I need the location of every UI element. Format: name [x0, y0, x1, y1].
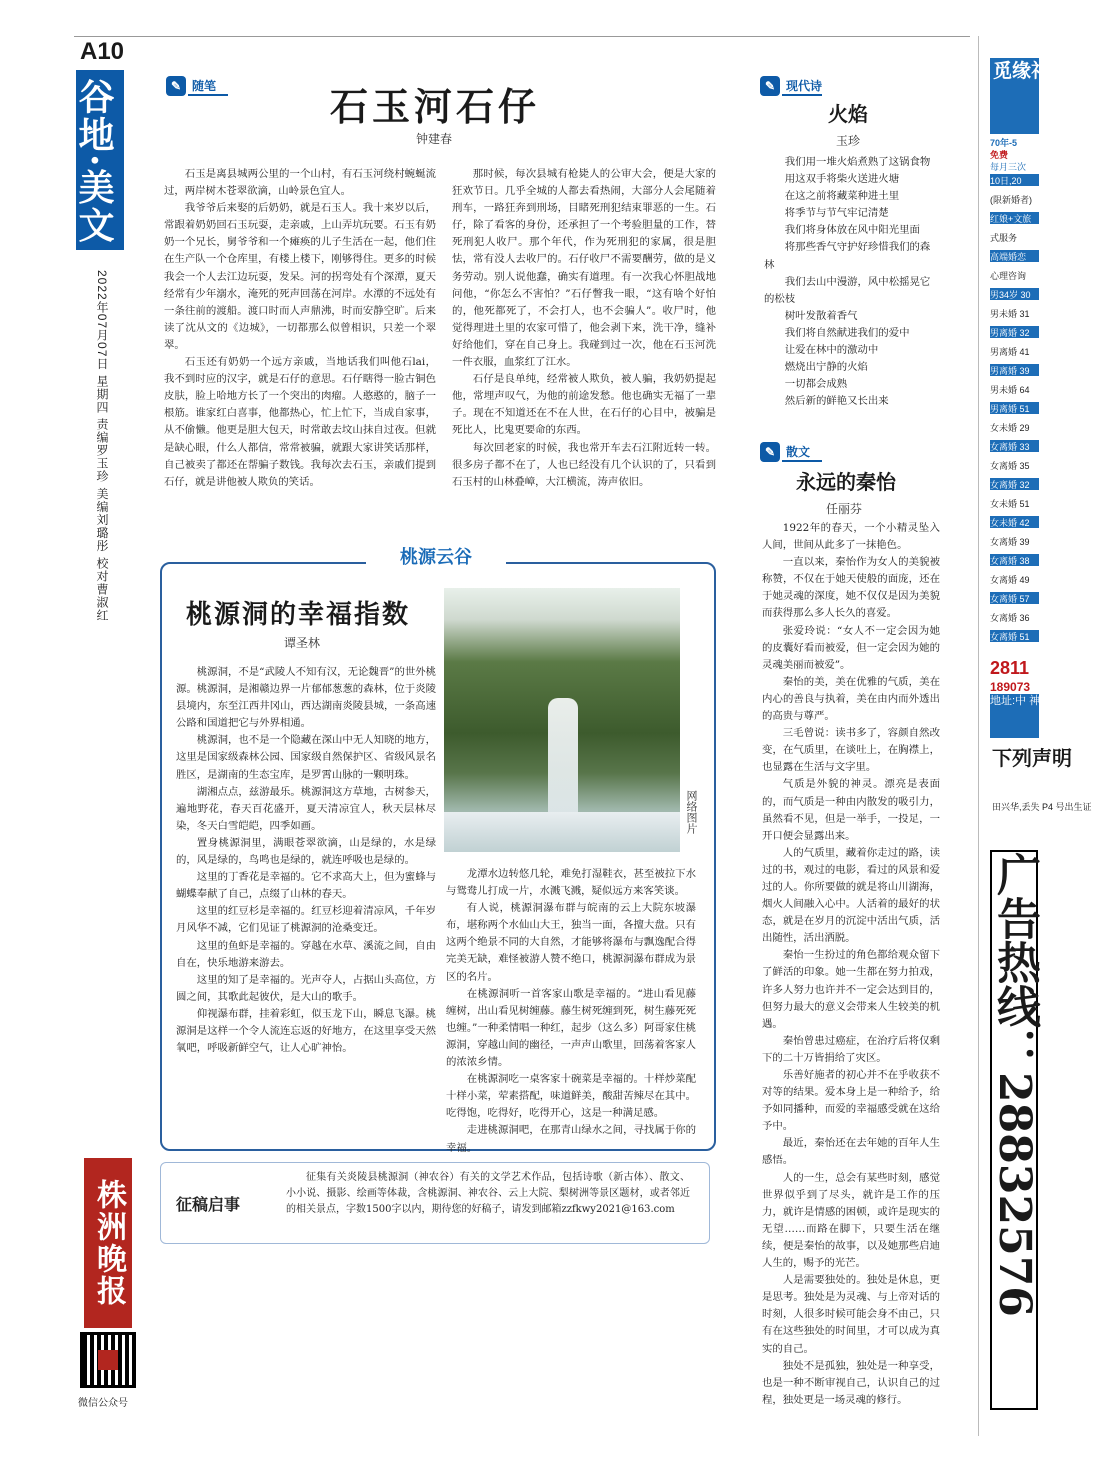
paragraph: 张爱玲说：“女人不一定会因为她的皮囊好看而被爱，但一定会因为她的灵魂美丽而被爱”。 [762, 624, 940, 671]
paragraph: 桃源洞，也不是一个隐藏在深山中无人知晓的地方，这里是国家级森林公园、国家级自然保护区、省级风景名胜区，是湖南的生态宝库，是罗霄山脉的一颗明珠。 [176, 734, 436, 781]
ad-listing-item: 男34岁 30 [990, 288, 1039, 300]
feature-title: 桃源洞的幸福指数 [186, 600, 411, 630]
paragraph: 走进桃源洞吧，在那青山绿水之间，寻找属于你的幸福。 [446, 1124, 696, 1154]
paragraph: 每次回老家的时候，我也常开车去石江附近转一转。很多房子都不在了，人也已经没有几个认识的了，只看到石玉村的山林叠嶂，大江横流，涛声依旧。 [452, 441, 716, 488]
ad-listing-item: 女离婚 36 [990, 613, 1030, 623]
poem-tag [760, 76, 830, 96]
qr-caption: 微信公众号 [78, 1398, 128, 1409]
ad-sub3: 每月三次 [990, 162, 1027, 172]
ad-hotline: 广告热线：28832576 [990, 850, 1038, 1410]
poem-line: 将季节与节气牢记清楚 [784, 207, 889, 220]
paragraph: 这里的红豆杉是幸福的。红豆杉迎着清凉风，千年岁月风华不减，它们见证了桃源洞的沧桑变迁。 [176, 905, 436, 935]
feature-header: 桃源云谷 [366, 540, 506, 576]
poem-line: 我们将自然献进我们的爱中 [784, 326, 910, 339]
essay1-column-2 [452, 166, 716, 496]
section-title: 谷地·美文 [73, 78, 115, 245]
paragraph: 湖湘点点，兹游最乐。桃源洞这方草地，古树参天，遍地野花，春天百花盛开，夏天清凉宜人，秋天层林尽染，冬天白雪皑皑，四季如画。 [176, 785, 436, 832]
paragraph: 石玉是离县城两公里的一个山村，有石玉河绕村蜿蜒流过，两岸树木苍翠欲滴，山岭景色宜人。 [164, 168, 436, 198]
ad-listing-item: 男离婚 51 [990, 402, 1039, 414]
paragraph: 人的气质里，藏着你走过的路，读过的书，观过的电影，看过的风景和爱过的人。你所要做的就是将山川湖海，烟火人间融入心中。人活着的最好的状态，就是在岁月的沉淀中活出气质，活出随性，活出洒脱。 [762, 846, 940, 945]
paragraph: 秦怡曾患过癌症，在治疗后将仅剩下的二十万皆捐给了灾区。 [762, 1034, 940, 1064]
pen-icon: ✎ [760, 442, 780, 462]
date-line: 2022年07月07日 星期四 责编罗玉珍 美编刘璐彤 校对曹淑红 [95, 270, 109, 622]
paragraph: 置身桃源洞里，满眼苍翠欲滴，山是绿的，水是绿的，风是绿的，鸟鸣也是绿的，就连呼吸也是绿的。 [176, 836, 436, 867]
essay3-title: 永远的秦怡 [796, 470, 896, 494]
ad-listing-item: (限新婚者) [990, 195, 1032, 205]
page-number: A10 [80, 38, 125, 65]
ad-listing-item: 式服务 [990, 233, 1018, 243]
qr-center-icon [98, 1350, 118, 1370]
ad-listing-item: 女离婚 33 [990, 440, 1039, 452]
tag-underline [782, 460, 822, 462]
ad-sub1: 70年-5 [990, 138, 1018, 148]
ad-phone-2: 189073 [990, 680, 1031, 694]
poem-line: 一切都会成熟 [784, 378, 848, 391]
paragraph: 龙潭水边转悠几轮，难免打湿鞋衣，甚至被拉下水与鸳鸯儿打成一片，水溅飞溅，疑似远方来客笑谈。 [446, 868, 696, 898]
ad-listing-item: 女未婚 51 [990, 499, 1030, 509]
poem-line: 燃烧出宁静的火焰 [784, 361, 868, 374]
ad-listing-item: 女未婚 42 [990, 516, 1039, 528]
poem-body [764, 154, 940, 410]
ad-listing-item: 10日,20 [990, 174, 1039, 186]
poem-line: 让爱在林中的激动中 [784, 344, 879, 357]
paragraph: 这里的丁香花是幸福的。它不求高大上，但为蜜蜂与蝴蝶奉献了自己，点缀了山林的春天。 [176, 871, 436, 901]
essay3-tag-label: 散文 [786, 445, 811, 459]
call-for-papers-text: 征集有关炎陵县桃源洞（神农谷）有关的文学艺术作品，包括诗歌（新古体）、散文、小小说、摄影、绘画等体裁，含桃源洞、神农谷、云上大院、梨树洲等景区题材，或者邻近的相关景点，字数1500字以内，期待您的好稿子，请发到邮箱zzfkwy2021@163.com [286, 1172, 690, 1215]
ad-sub2: 免费 [990, 150, 1009, 160]
essay1-tag [166, 76, 224, 96]
paragraph: 秦怡一生扮过的角色都给观众留下了鲜活的印象。她一生都在努力拍戏，许多人努力也许并不一定会达到目的，但努力最大的意义会带来人生较美的机遇。 [762, 949, 940, 1030]
pen-icon: ✎ [760, 76, 780, 96]
poem-line: 在这之前将藏菜种进土里 [784, 190, 900, 203]
essay1-title: 石玉河石仔 [330, 84, 541, 129]
ad-listing-item: 女离婚 35 [990, 461, 1030, 471]
paragraph: 石玉还有奶奶一个远方亲戚，当地话我们叫他石lai，我不到时应的汉字，就是石仔的意思。石仔瞎得一脸古铜色皮肤，脸上哈地方长了一个突出的肉瘤。人憨憨的，脑子一根筋。谁家红白喜事，他都热心，忙上忙下，当成自家事，从不偷懒。他更是胆大包天，时常敢去坟山抹自过夜。但就是缺心眼，什么人都信，常常被骗，就跟大家讲笑话那样，自己被卖了都还在帮骗子数钱。我每次去石玉，亲戚们提到石仔，就是讲他被人欺负的笑话。 [164, 356, 436, 488]
paragraph: 三毛曾说：读书多了，容颜自然改变，在气质里，在谈吐上，在胸襟上，也显露在生活与文字里。 [762, 727, 940, 774]
paragraph: 独处不是孤独，独处是一种享受，也是一种不断审视自己，认识自己的过程，独处更是一场灵魂的修行。 [762, 1359, 940, 1406]
call-for-papers-label: 征稿启事 [176, 1195, 241, 1214]
ad-address: 地址:中 神农公园 边游船码 [990, 694, 1039, 738]
poem-line: 我们去山中漫游，风中松摇晃它的松枝 [764, 275, 931, 305]
ad-listing-item: 女离婚 39 [990, 537, 1030, 547]
essay1-column-1 [164, 166, 436, 496]
ad-listing-item: 高端婚恋 [990, 250, 1039, 262]
essay3-tag [760, 442, 818, 462]
ad-listing-item: 女离婚 38 [990, 554, 1039, 566]
essay1-tag-label: 随笔 [192, 79, 217, 93]
photo-credit: 网络图片 [685, 790, 697, 834]
paragraph: 那时候，每次县城有枪毙人的公审大会，便是大家的狂欢节日。几乎全城的人都去看热闹，大部分人会尾随着刑车，一路狂奔到刑场，目睹死刑犯结束罪恶的一生。石仔，除了看客的身份，还承担了一个考验胆量的工作，替死刑犯人收尸。那个年代，作为死刑犯的家属，很是胆怯，常有没人去收尸的。石仔收尸不需要酬劳，做的是义务劳动。别人说他蠢，确实有道理。有一次我心怀胆战地问他，“你怎么不害怕？”石仔瞥我一眼，“这有啥个好怕的，他死都死了，不会打人，也不会骗人”。收尸时，他觉得理进土里的农家可惜了，他会剥下来，洗干净，缝补好给他们，穿在自己身上。我碰到过一次，他在石玉河洗一件衣服，血浆红了江水。 [452, 168, 716, 369]
paragraph: 秦怡的美，美在优雅的气质，美在内心的善良与执着，美在由内而外透出的高贵与尊严。 [762, 675, 940, 723]
ad-listing-item: 男未婚 64 [990, 385, 1030, 395]
ad-header: 觅缘神农 [990, 58, 1039, 134]
newspaper-logo: 株洲晚报 [84, 1158, 132, 1328]
ad-listing-item: 男离婚 32 [990, 326, 1039, 338]
notice-body: 田兴华,丢失 P4 号出生证 [992, 802, 1092, 812]
paragraph: 我爷爷后来娶的后奶奶，就是石玉人。我十来岁以后，常跟着奶奶回石玉玩耍，走亲戚，上山弄坑玩要。石玉有奶奶一个兄长，舅爷爷和一个瘫痪的儿子生活在一起，他们住在生产队一个仓库里，有楼上楼下，刚够得住。更多的时候我会一个人去江边玩耍，发呆。河的拐弯处有个深潭，夏天经常有少年溺水，淹死的死声回荡在河岸。水潭的不远处有一条往前的渡船。渡口时而人声鼎沸，时而安静空旷。后来读了沈从文的《边城》，一切都那么似曾相识，只差一个翠翠。 [164, 202, 436, 351]
ad-listing-item: 女离婚 49 [990, 575, 1030, 585]
paragraph: 石仔是良单纯，经常被人欺负，被人骗，我奶奶提起他，常埋声叹气，为他的前途发愁。他也确实无福了一辈子。现在不知道还在不在人世，在石仔的心目中，被骗是死比人，比鬼更要命的东西。 [452, 373, 716, 437]
pen-icon: ✎ [166, 76, 186, 96]
poem-line: 将那些香气守护好珍惜我们的森林 [764, 241, 931, 271]
ad-listing-item: 女离婚 57 [990, 592, 1039, 604]
ad-listing-item: 男离婚 41 [990, 347, 1030, 357]
ad-listing-item: 女未婚 29 [990, 423, 1030, 433]
poem-tag-label: 现代诗 [786, 79, 823, 93]
paragraph: 最近，秦怡还在去年她的百年人生感悟。 [762, 1137, 940, 1167]
paragraph: 人是需要独处的。独处是休息，更是思考。独处是为灵魂、与上帝对话的时刻，人很多时候可能会身不由己，只有在这些独处的时间里，才可以成为真实的自己。 [762, 1274, 940, 1355]
poem-line: 用这双手将柴火送进火塘 [784, 173, 900, 186]
essay3-author: 任丽芬 [826, 502, 863, 516]
ad-listing-item: 女离婚 51 [990, 630, 1039, 642]
paragraph: 有人说，桃源洞瀑布群与皖南的云上大院东坡瀑布，堪称两个水仙山大王，独当一面，各擅大盘。只有这两个绝景不同的大自然，才能够将瀑布与飘逸配合得完美无缺，难怪被游人赞不绝口，桃源洞瀑布群成为景区的名片。 [446, 902, 696, 983]
ad-divider [978, 36, 979, 1436]
poem-line: 我们将身体放在风中阳光里面 [784, 224, 920, 237]
essay1-author: 钟建春 [416, 132, 453, 146]
poem-line: 然后新的鲜艳又长出来 [784, 395, 889, 408]
paragraph: 一直以来，秦怡作为女人的美貌被称赞，不仅在于她天使般的面庞，还在于她灵魂的深度，她不仅仅是因为美貌而获得那么多人长久的喜爱。 [762, 556, 940, 620]
paragraph: 桃源洞，不是“武陵人不知有汉，无论魏晋”的世外桃源。桃源洞，是湘赣边界一片郁郁葱葱的森林，位于炎陵县境内，东至江西井冈山，西达湖南炎陵县城，一条高速公路和国道把它与外界相通。 [176, 666, 437, 730]
paragraph: 这里的鱼虾是幸福的。穿越在水草、溪流之间，自由自在，快乐地游来游去。 [176, 939, 436, 969]
paragraph: 这里的知了是幸福的。光声夺人，占据山头高位，方圆之间，其歌此起彼伏，是大山的歌手。 [176, 973, 436, 1003]
paragraph: 在桃源洞听一首客家山歌是幸福的。“进山看见藤缠树，出山看见树缠藤。藤生树死缠到死，树生藤死死也缠。”一种柔情唱一种红，起步（这么多）阿哥家住桃源洞，穿越山间的幽径，一声声山歌里，回荡着客家人的浓浓乡情。 [446, 987, 696, 1069]
ad-listing-item: 心理咨询 [990, 271, 1027, 281]
paragraph: 1922年的春天，一个小精灵坠入人间，世间从此多了一抹艳色。 [762, 522, 940, 552]
ad-phone: 2811 [990, 658, 1030, 678]
waterfall-stream [548, 698, 578, 818]
paragraph: 仰视瀑布群，挂着彩虹，似玉龙下山，瞬息飞瀑。桃源洞是这样一个令人流连忘返的好地方，在这里享受天然氧吧，呼吸新鲜空气，让人心旷神怡。 [176, 1007, 436, 1055]
tag-underline [188, 94, 228, 96]
tag-underline [782, 94, 822, 96]
paragraph: 人的一生，总会有某些时刻，感觉世界似乎到了尽头，就许是工作的压力，就许是情感的困顿，或许是现实的无望……而路在脚下，只要生活在继续，便是秦怡的故事，以及她那些启迪人生的，赐予的光芒。 [762, 1171, 940, 1270]
ad-listing-item: 男未婚 31 [990, 309, 1030, 319]
feature-column-2 [446, 866, 696, 1154]
ad-listing-item: 男离婚 39 [990, 364, 1039, 376]
paragraph: 在桃源洞吃一桌客家十碗菜是幸福的。十样炒菜配十样小菜，荤素搭配，味道鲜美，酸甜苦辣尽在其中。吃得饱，吃得好，吃得开心，这是一种满足感。 [446, 1073, 696, 1120]
essay3-body [762, 520, 940, 1406]
poem-title: 火焰 [828, 102, 868, 126]
paragraph: 气质是外貌的神灵。漂亮是表面的，而气质是一种由内散发的吸引力，虽然看不见，但是一举手，一投足，一开口便会显露出来。 [762, 778, 940, 842]
notice-title: 下列声明 [992, 746, 1072, 770]
poem-author: 玉珍 [836, 134, 861, 148]
ad-listing-item: 红娘+文旅 [990, 212, 1039, 224]
waterfall-pool [444, 812, 680, 852]
paragraph: 乐善好施者的初心并不在乎收获不对等的结果。爱本身上是一种给予，给予如同播种，而爱的幸福感受就在这给予中。 [762, 1069, 940, 1133]
poem-line: 树叶发散着香气 [784, 309, 858, 322]
top-rule [74, 36, 970, 37]
feature-author: 谭圣林 [284, 636, 321, 650]
ad-listing-item: 女离婚 32 [990, 478, 1039, 490]
poem-line: 我们用一堆火焰煮熟了这锅食物 [784, 156, 931, 168]
feature-column-1 [176, 664, 436, 1140]
